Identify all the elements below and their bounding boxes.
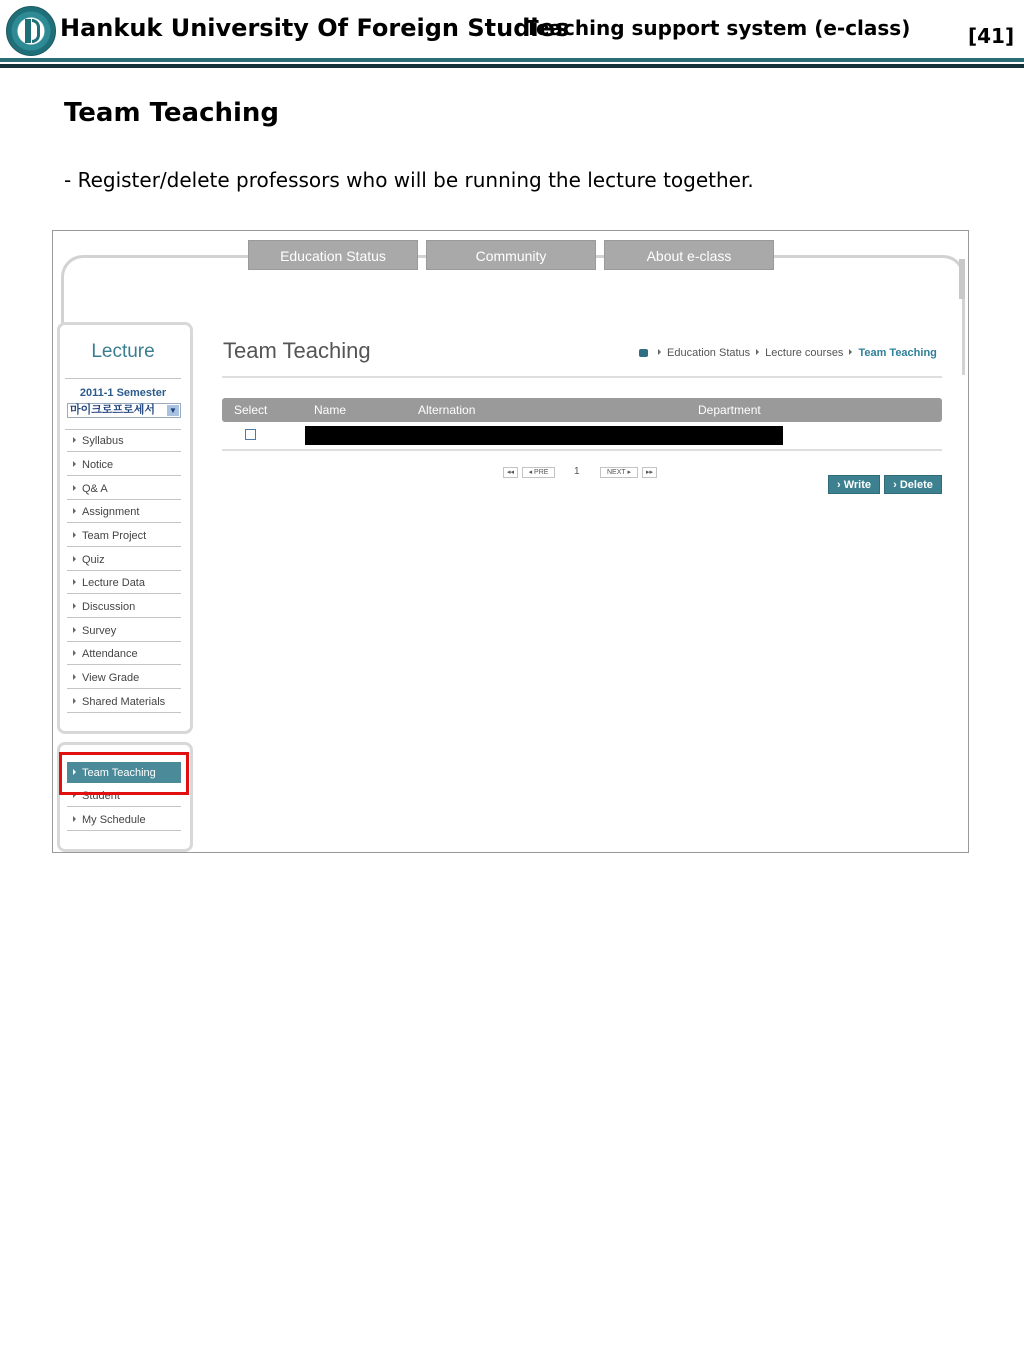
sidebar-divider [65, 378, 181, 379]
arrow-right-icon [849, 349, 852, 355]
sidebar-item-label: Survey [82, 625, 117, 637]
column-header-department: Department [698, 403, 761, 417]
chevron-down-icon[interactable]: ▼ [167, 405, 179, 416]
sidebar-item-discussion[interactable] [67, 596, 181, 618]
arrow-right-icon [73, 603, 76, 609]
sidebar-item-lecture-data[interactable] [67, 572, 181, 594]
arrow-right-icon [73, 532, 76, 538]
sidebar-item-label: View Grade [82, 672, 140, 684]
column-header-alternation: Alternation [418, 403, 476, 417]
arrow-right-icon [73, 485, 76, 491]
system-name: Teaching support system (e-class) [525, 16, 911, 40]
sidebar-item-label: Assignment [82, 506, 140, 518]
prev-page-button[interactable]: ◂ PRE [522, 467, 555, 478]
last-page-button[interactable]: ▸▸ [642, 467, 657, 478]
arrow-right-icon [73, 556, 76, 562]
sidebar-item-label: Lecture Data [82, 577, 145, 589]
sidebar-item-quiz[interactable] [67, 549, 181, 571]
arrow-right-icon [73, 698, 76, 704]
sidebar-item-my-schedule[interactable] [67, 809, 181, 831]
sidebar-item-label: Team Project [82, 530, 147, 542]
document-header [0, 0, 1024, 70]
arrow-right-icon [73, 650, 76, 656]
arrow-right-icon [73, 461, 76, 467]
arrow-right-icon [73, 816, 76, 822]
sidebar-item-shared-materials[interactable] [67, 691, 181, 713]
university-name: Hankuk University Of Foreign Studies [60, 14, 570, 42]
arrow-right-icon [658, 349, 661, 355]
sidebar-item-label: Notice [82, 459, 114, 471]
sidebar-item-assignment[interactable] [67, 501, 181, 523]
sidebar-item-label: Attendance [82, 648, 138, 660]
section-title: Team Teaching [64, 98, 280, 128]
sidebar-item-syllabus[interactable] [67, 430, 181, 452]
page-number: [41] [968, 24, 1015, 48]
column-header-name: Name [314, 403, 347, 417]
university-logo-icon [6, 6, 56, 56]
sidebar-item-label: Shared Materials [82, 696, 166, 708]
current-page[interactable]: 1 [574, 466, 580, 477]
table-header [222, 398, 942, 422]
course-select[interactable] [67, 403, 181, 418]
title-divider [222, 376, 942, 378]
redacted-row-content [305, 426, 783, 445]
home-icon[interactable] [639, 349, 648, 357]
sidebar-item-label: Discussion [82, 601, 136, 613]
scrollbar-thumb[interactable] [959, 259, 965, 299]
sidebar-item-label: Student [82, 790, 120, 802]
sidebar-item-team-project[interactable] [67, 525, 181, 547]
sidebar-item-label: Q& A [82, 483, 108, 495]
arrow-right-icon [73, 437, 76, 443]
arrow-right-icon [756, 349, 759, 355]
sidebar-item-survey[interactable] [67, 620, 181, 642]
sidebar-item-label: Syllabus [82, 435, 124, 447]
arrow-right-icon [73, 627, 76, 633]
sidebar-item-view-grade[interactable] [67, 667, 181, 689]
breadcrumb [639, 347, 937, 359]
sidebar-item-qa[interactable] [67, 478, 181, 500]
section-description: - Register/delete professors who will be running the lecture together. [64, 168, 754, 192]
row-select-checkbox[interactable] [245, 429, 256, 440]
first-page-button[interactable]: ◂◂ [503, 467, 518, 478]
sidebar-item-attendance[interactable] [67, 643, 181, 665]
delete-button[interactable]: › Delete [884, 475, 942, 494]
tab-about-eclass[interactable]: About e-class [604, 240, 774, 270]
course-select-value: 마이크로프로세서 [70, 404, 156, 416]
eclass-screenshot [52, 230, 969, 853]
breadcrumb-item[interactable]: Lecture courses [765, 347, 844, 359]
write-button[interactable]: › Write [828, 475, 880, 494]
header-divider-dark [0, 64, 1024, 68]
next-page-button[interactable]: NEXT ▸ [600, 467, 638, 478]
sidebar-item-notice[interactable] [67, 454, 181, 476]
column-header-select: Select [234, 403, 268, 417]
header-divider [0, 58, 1024, 62]
arrow-right-icon [73, 508, 76, 514]
highlight-box [59, 752, 189, 795]
sidebar-item-label: Quiz [82, 554, 105, 566]
sidebar-item-label: Team Teaching [82, 767, 156, 779]
row-divider [222, 449, 942, 451]
arrow-right-icon [73, 674, 76, 680]
tab-community[interactable]: Community [426, 240, 596, 270]
tab-education-status[interactable]: Education Status [248, 240, 418, 270]
arrow-right-icon [73, 579, 76, 585]
breadcrumb-current: Team Teaching [858, 347, 937, 359]
sidebar-item-label: My Schedule [82, 814, 146, 826]
breadcrumb-item[interactable]: Education Status [667, 347, 751, 359]
semester-label: 2011-1 Semester [79, 387, 167, 399]
sidebar-title: Lecture [91, 341, 155, 362]
page-title: Team Teaching [223, 338, 371, 363]
